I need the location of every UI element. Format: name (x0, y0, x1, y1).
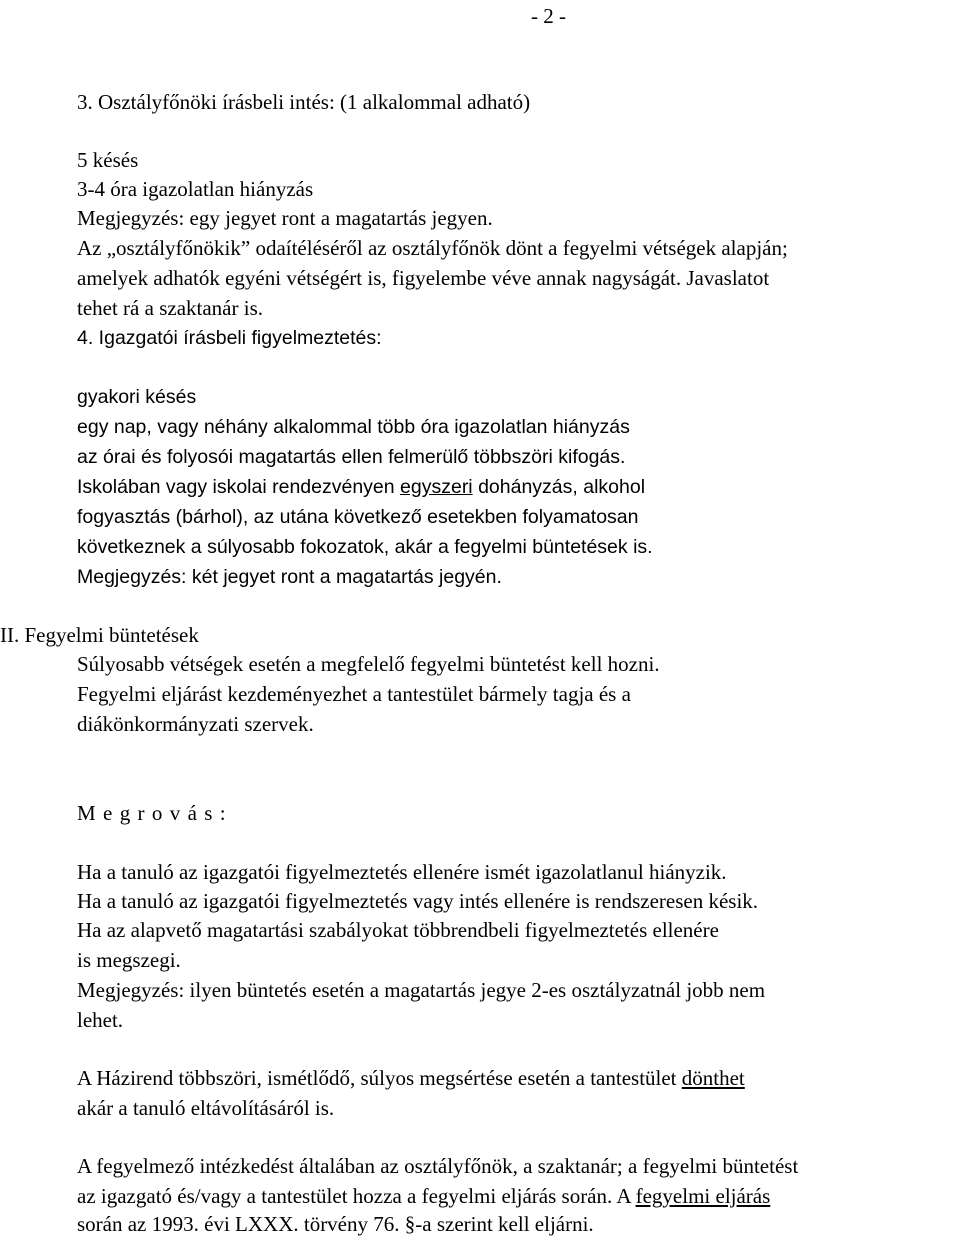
smoking-rule-line: következnek a súlyosabb fokozatok, akár a fegyelmi büntetések is. (77, 536, 653, 558)
section-4-note: Megjegyzés: két jegyet ront a magatartás jegyén. (77, 566, 502, 588)
hazirend-line: akár a tanuló eltávolításáról is. (77, 1096, 335, 1120)
section-ii-heading: II. Fegyelmi büntetések (0, 623, 199, 647)
section-3-note: Megjegyzés: egy jegyet ront a magatartás jegyen. (77, 206, 493, 230)
closing-line (77, 1184, 770, 1208)
section-3-paragraph-line: Az „osztályfőnökik” odaítéléséről az osztályfőnök dönt a fegyelmi vétségek alapján; (77, 236, 788, 260)
section-4-item: az órai és folyosói magatartás ellen felmerülő többszöri kifogás. (77, 446, 626, 468)
megrovas-line: is megszegi. (77, 948, 181, 972)
smoking-rule-text: Iskolában vagy iskolai rendezvényen (77, 476, 401, 498)
megrovas-line: Ha a tanuló az igazgatói figyelmeztetés ellenére ismét igazolatlanul hiányzik. (77, 860, 727, 884)
megrovas-line: Megjegyzés: ilyen büntetés esetén a magatartás jegye 2-es osztályzatnál jobb nem (77, 978, 766, 1002)
underlined-term: fegyelmi eljárás (635, 1184, 771, 1208)
underlined-word: egyszeri (400, 476, 473, 498)
section-4-item: gyakori késés (77, 386, 197, 408)
section-3-paragraph-line: tehet rá a szaktanár is. (77, 296, 263, 320)
hazirend-line (77, 1066, 745, 1090)
megrovas-line: lehet. (77, 1008, 124, 1032)
underlined-word: dönthet (681, 1066, 745, 1090)
section-ii-line: diákönkormányzati szervek. (77, 712, 314, 736)
section-ii-line: Fegyelmi eljárást kezdeményezhet a tantestület bármely tagja és a (77, 682, 631, 706)
smoking-rule-text: dohányzás, alkohol (472, 476, 646, 498)
hazirend-text: A Házirend többszöri, ismétlődő, súlyos megsértése esetén a tantestület (77, 1066, 682, 1090)
section-3-item: 3-4 óra igazolatlan hiányzás (77, 177, 314, 201)
smoking-rule-line: fogyasztás (bárhol), az utána következő esetekben folyamatosan (77, 506, 639, 528)
section-3-paragraph-line: amelyek adhatók egyéni vétségért is, figyelembe véve annak nagyságát. Javaslatot (77, 266, 770, 290)
megrovas-line: Ha az alapvető magatartási szabályokat többrendbeli figyelmeztetés ellenére (77, 918, 719, 942)
section-4-heading: 4. Igazgatói írásbeli figyelmeztetés: (77, 327, 382, 349)
closing-line: A fegyelmező intézkedést általában az osztályfőnök, a szaktanár; a fegyelmi büntetést (77, 1154, 799, 1178)
section-4-item: egy nap, vagy néhány alkalommal több óra igazolatlan hiányzás (77, 416, 630, 438)
closing-line: során az 1993. évi LXXX. törvény 76. §-a szerint kell eljárni. (77, 1212, 594, 1236)
section-3-heading: 3. Osztályfőnöki írásbeli intés: (1 alkalommal adható) (77, 90, 531, 114)
page-number: - 2 - (531, 4, 566, 28)
section-3-item: 5 késés (77, 148, 139, 172)
megrovas-heading: Megrovás: (77, 801, 233, 825)
smoking-rule-line (77, 475, 645, 499)
megrovas-line: Ha a tanuló az igazgatói figyelmeztetés vagy intés ellenére is rendszeresen késik. (77, 889, 759, 913)
closing-text: az igazgató és/vagy a tantestület hozza a fegyelmi eljárás során. A (77, 1184, 636, 1208)
section-ii-line: Súlyosabb vétségek esetén a megfelelő fegyelmi büntetést kell hozni. (77, 652, 660, 676)
